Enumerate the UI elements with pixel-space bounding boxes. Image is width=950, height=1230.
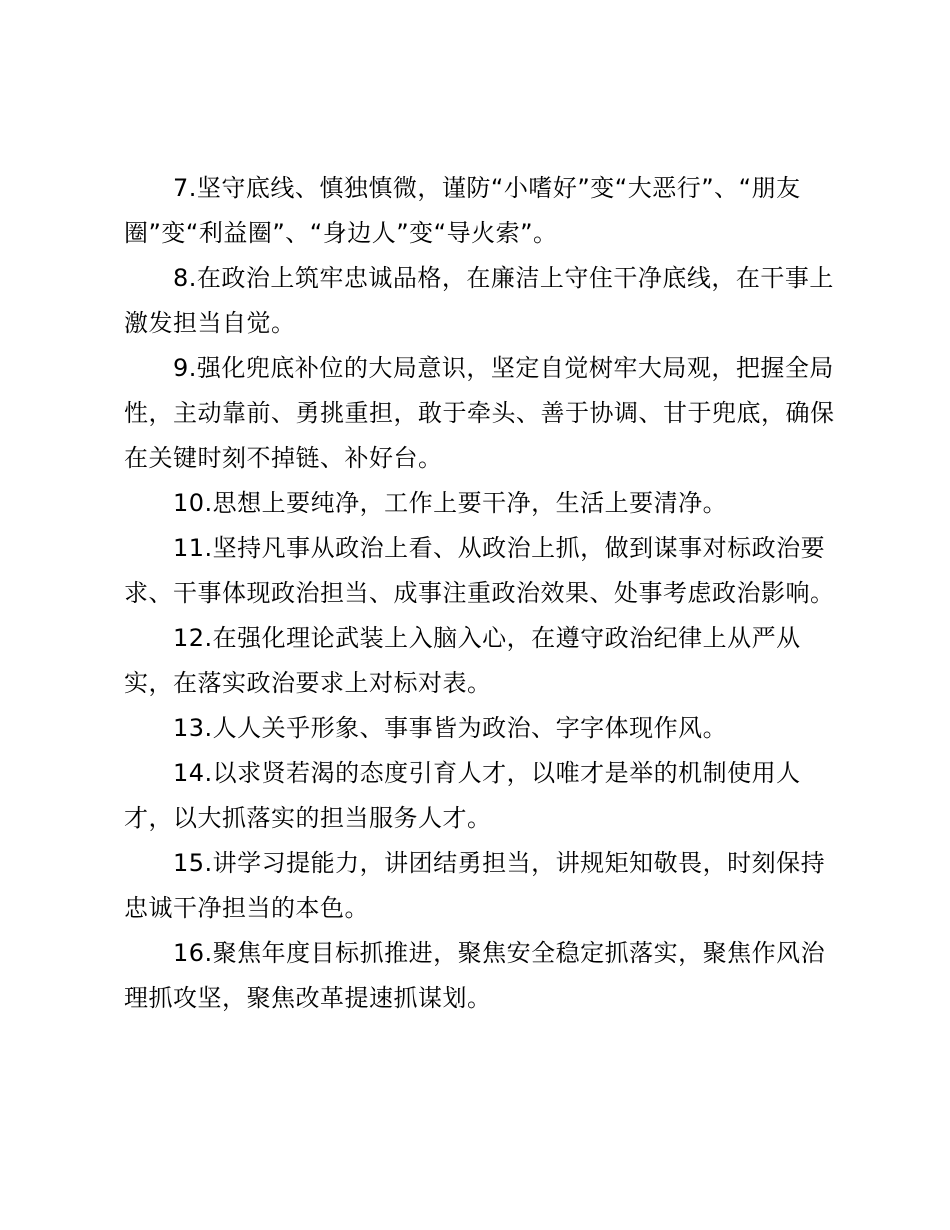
paragraph-8: 8.在政治上筑牢忠诚品格，在廉洁上守住干净底线，在干事上激发担当自觉。 <box>124 264 834 337</box>
paragraph-9: 9.强化兜底补位的大局意识，坚定自觉树牢大局观，把握全局性，主动靠前、勇挑重担，敢于牵头、善于协调、甘于兜底，确保在关键时刻不掉链、补好台。 <box>124 354 835 472</box>
paragraph-14: 14.以求贤若渴的态度引育人才，以唯才是举的机制使用人才，以大抓落实的担当服务人才。 <box>124 759 801 832</box>
paragraph-10: 10.思想上要纯净，工作上要干净，生活上要清净。 <box>173 489 728 517</box>
paragraph-13: 13.人人关乎形象、事事皆为政治、字字体现作风。 <box>173 714 728 742</box>
paragraph-16: 16.聚焦年度目标抓推进，聚焦安全稳定抓落实，聚焦作风治理抓攻坚，聚焦改革提速抓谋划。 <box>124 939 826 1012</box>
paragraph-11: 11.坚持凡事从政治上看、从政治上抓，做到谋事对标政治要求、干事体现政治担当、成事注重政治效果、处事考虑政治影响。 <box>124 534 835 607</box>
document-body <box>124 166 836 1021</box>
paragraph-12: 12.在强化理论武装上入脑入心，在遵守政治纪律上从严从实，在落实政治要求上对标对表。 <box>124 624 801 697</box>
paragraph-15: 15.讲学习提能力，讲团结勇担当，讲规矩知敬畏，时刻保持忠诚干净担当的本色。 <box>124 849 826 922</box>
paragraph-7: 7.坚守底线、慎独慎微，谨防“小嗜好”变“大恶行”、“朋友圈”变“利益圈”、“身边人”变“导火索”。 <box>124 174 801 247</box>
